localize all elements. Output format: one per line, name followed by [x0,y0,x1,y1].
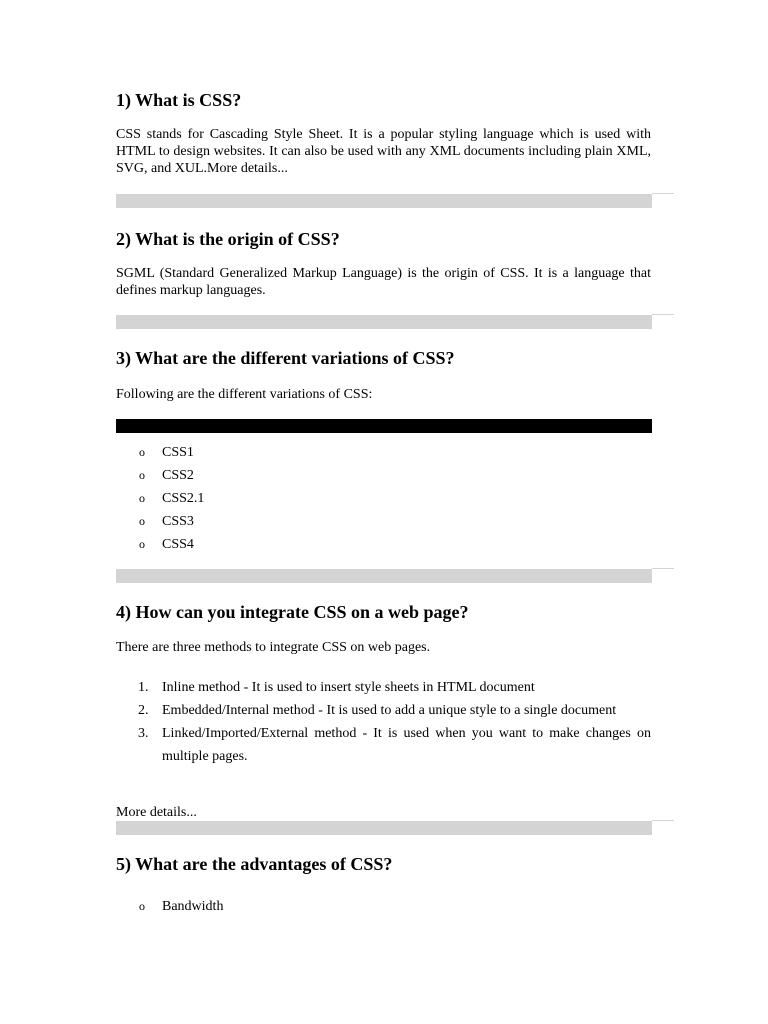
more-details-link[interactable]: More details... [116,805,197,820]
heading-what-is-css: 1) What is CSS? [116,90,242,110]
paragraph-variations-intro: Following are the different variations of CSS: [116,387,373,402]
circle-bullet-icon: o [139,537,145,551]
circle-bullet-icon: o [139,491,145,505]
separator-bar [116,569,652,583]
circle-bullet-icon: o [139,468,145,482]
heading-advantages-of-css: 5) What are the advantages of CSS? [116,854,393,874]
heading-variations-of-css: 3) What are the different variations of CSS? [116,348,455,368]
paragraph-origin-of-css: SGML (Standard Generalized Markup Language) is the origin of CSS. It is a language that defines markup languages. [116,266,651,298]
circle-bullet-icon: o [139,445,145,459]
paragraph-integrate-intro: There are three methods to integrate CSS on web pages. [116,640,431,655]
list-item: o CSS1 [139,445,194,460]
separator-bar [116,315,652,329]
circle-bullet-icon: o [139,899,145,913]
list-item: o CSS4 [139,537,194,552]
heading-integrate-css: 4) How can you integrate CSS on a web page? [116,602,469,622]
list-item: o CSS3 [139,514,194,529]
list-item: 2. Embedded/Internal method - It is used to add a unique style to a single document [138,703,617,718]
variations-list [116,444,651,559]
list-item: o Bandwidth [139,899,224,914]
circle-bullet-icon: o [139,514,145,528]
list-item: 1. Inline method - It is used to insert style sheets in HTML document [138,680,535,695]
separator-bar-tail [652,314,674,315]
list-item: o CSS2 [139,468,194,483]
integration-methods-list [116,676,651,768]
separator-bar-black [116,419,652,433]
advantages-list [116,898,651,921]
separator-bar [116,194,652,208]
list-item: 3. Linked/Imported/External method - It is used when you want to make changes on multiple pages. [138,726,651,764]
paragraph-what-is-css: CSS stands for Cascading Style Sheet. It is a popular styling language which is used with HTML to design websites. It can also be used with any XML documents including plain XML, SVG, and XUL.More details... [116,127,651,176]
separator-bar [116,821,652,835]
separator-bar-tail [652,568,674,569]
heading-origin-of-css: 2) What is the origin of CSS? [116,229,340,249]
list-item: o CSS2.1 [139,491,205,506]
separator-bar-tail [652,193,674,194]
separator-bar-tail [652,820,674,821]
